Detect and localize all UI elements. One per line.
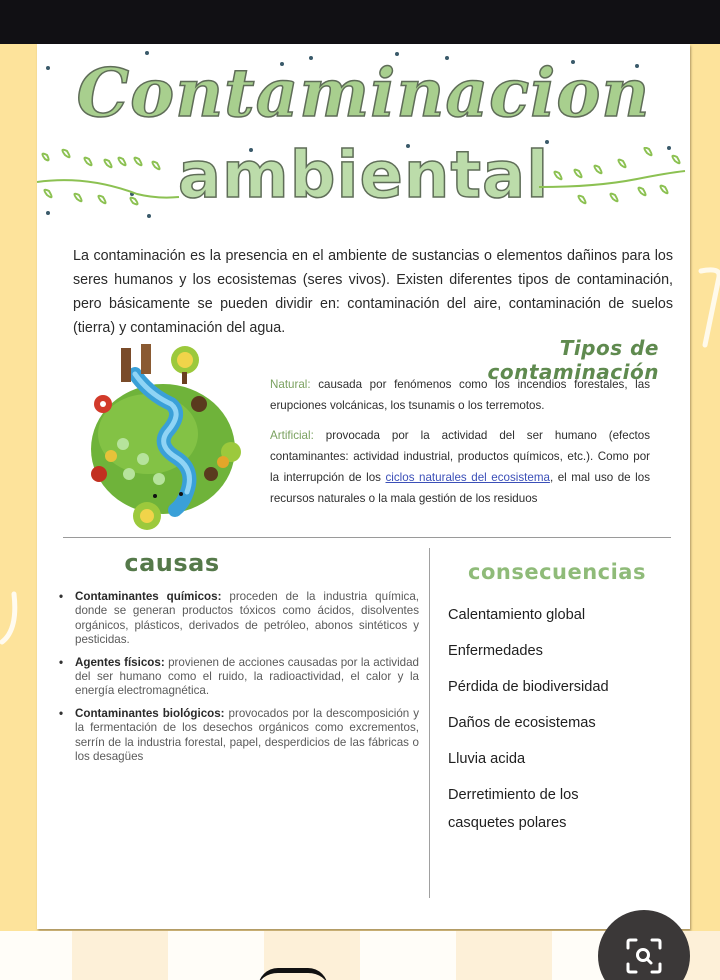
top-black-bar — [0, 0, 720, 44]
tipo-natural-text: causada por fenómenos como los incendios forestales, las erupciones volcánicas, los tsunamis o los terremotos. — [270, 378, 650, 412]
consecuencia-item: Enfermedades — [448, 643, 543, 659]
consecuencia-item: Derretimiento de los casquetes polares — [448, 787, 579, 831]
partial-image-shape — [258, 968, 328, 980]
document-page — [37, 44, 690, 929]
bottom-stripe — [72, 931, 168, 980]
consecuencia-item: Pérdida de biodiversidad — [448, 679, 609, 695]
image-search-lens-icon — [624, 936, 664, 976]
leaf-branch-right-icon — [537, 147, 687, 207]
tipos-heading: Tipos de contaminación — [487, 336, 659, 384]
causa-label: Contaminantes químicos: — [75, 590, 222, 603]
decorative-curve-right — [693, 265, 720, 355]
causa-label: Agentes físicos: — [75, 655, 165, 669]
title-area — [37, 44, 690, 229]
leaf-branch-left-icon — [37, 147, 187, 207]
tipos-section — [270, 374, 650, 518]
bullet-icon: • — [59, 655, 64, 669]
causa-text: provocados por la descomposición y la fermentación de los desechos orgánicos como excrementos, serrín de la industria forestal, papel, desperdicios de las fábricas o los desagües — [75, 706, 419, 764]
dot — [147, 214, 151, 218]
consecuencias-heading: consecuencias — [468, 560, 646, 584]
tipo-artificial-text-end: , el mal uso de los recursos naturales o la mala gestión de los residuos — [270, 471, 650, 505]
tipo-natural-label: Natural: — [270, 378, 311, 391]
vertical-divider — [429, 548, 430, 898]
causa-text: provienen de acciones causadas por la actividad del ser humano como el ruido, la radioactividad, el calor y la energía electromagnética. — [75, 655, 419, 698]
title-line-1: Contaminacion — [76, 54, 651, 132]
tipo-artificial-label: Artificial: — [270, 429, 314, 442]
causas-list — [59, 590, 419, 772]
causa-text: proceden de la industria química, donde se generan productos tóxicos como ácidos, disolventes orgánicos, plásticos, derivados de petróleo, abonos sintéticos y pesticidas. — [75, 590, 420, 647]
horizontal-divider — [63, 537, 671, 538]
causas-heading: causas — [124, 549, 220, 577]
consecuencia-item: Daños de ecosistemas — [448, 715, 596, 731]
bullet-icon: • — [59, 706, 64, 720]
ciclos-naturales-link[interactable]: ciclos naturales del ecosistema — [385, 471, 550, 484]
tipo-artificial — [270, 425, 650, 509]
title-line-2: ambiental — [177, 139, 550, 213]
causa-label: Contaminantes biológicos: — [75, 706, 225, 720]
tipo-artificial-text: provocada por la actividad del ser humano (efectos contaminantes: actividad industrial, productos químicos, etc.). Como por la interrupción de los — [270, 429, 650, 484]
tipo-natural — [270, 374, 650, 416]
decorative-curve-left — [0, 590, 20, 645]
consecuencia-item: Calentamiento global — [448, 607, 586, 623]
eco-globe-illustration-icon — [63, 334, 263, 534]
consecuencia-item: Lluvia acida — [448, 751, 526, 767]
consecuencias-list — [448, 606, 678, 855]
causa-item — [59, 590, 419, 648]
causa-item — [59, 656, 419, 699]
causa-item — [59, 707, 419, 765]
intro-paragraph: La contaminación es la presencia en el ambiente de sustancias o elementos dañinos para los seres humanos y los ecosistemas (seres vivos). Existen diferentes tipos de contaminación, pero básicamente se pueden dividir en: contaminación del aire, contaminación de suelos (tierra) y contaminación del agua. — [73, 248, 673, 336]
bullet-icon: • — [59, 590, 64, 603]
bottom-stripe — [456, 931, 552, 980]
